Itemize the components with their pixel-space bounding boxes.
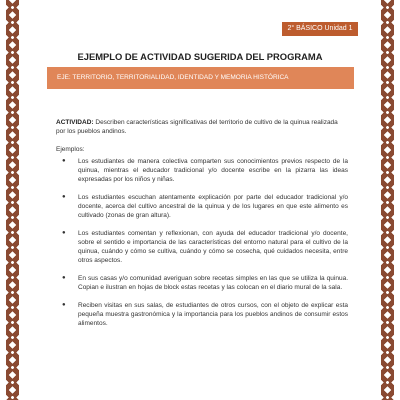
bullet-icon: ●: [62, 302, 66, 308]
activity-text: Describen características significativas del territorio de cultivo de la quinua realizada por los pueblos andinos.: [56, 119, 338, 135]
examples-label: Ejemplos:: [56, 146, 85, 153]
list-item-text: Los estudiantes comentan y reflexionan, con ayuda del educador tradicional y/o docente, sobre el sentido e importancia de las características del entorno natural para el cultivo de la quinua, cuándo y cómo se cultiva, cuándo y cómo se cosecha, qué cuidados necesita, entre otros aspectos.: [78, 230, 348, 264]
examples-list: [56, 157, 348, 328]
activity-paragraph: [56, 118, 348, 136]
list-item-text: Los estudiantes escuchan atentamente explicación por parte del educador tradicional y/o docente, acerca del cultivo ancestral de la quinua y de los lugares en que este alimento es cultivado (zonas de gran altura).: [78, 194, 348, 219]
bullet-icon: ●: [62, 194, 66, 200]
list-item: [56, 229, 348, 265]
document-body: [56, 118, 348, 337]
activity-label: ACTIVIDAD:: [56, 119, 94, 126]
page-title: EJEMPLO DE ACTIVIDAD SUGERIDA DEL PROGRAMA: [77, 51, 323, 62]
list-item-text: En sus casas y/o comunidad averiguan sobre recetas simples en las que se utiliza la quinua. Copian e ilustran en hojas de block estas recetas y las colocan en el diario mural de la sala.: [78, 275, 348, 291]
bullet-icon: ●: [62, 158, 66, 164]
bullet-icon: ●: [62, 275, 66, 281]
list-item: [56, 301, 348, 328]
list-item: [56, 274, 348, 292]
grade-unit-badge: 2° BÁSICO Unidad 1: [282, 22, 358, 36]
list-item: [56, 193, 348, 220]
list-item-text: Reciben visitas en sus salas, de estudiantes de otros cursos, con el objeto de explicar esta pequeña muestra gastronómica y la importancia para los pueblos andinos de consumir estos alimentos.: [78, 302, 348, 327]
axis-banner: EJE: TERRITORIO, TERRITORIALIDAD, IDENTIDAD Y MEMORIA HISTÓRICA: [47, 67, 354, 89]
list-item-text: Los estudiantes de manera colectiva comparten sus conocimientos previos respecto de la quinua, mientras el educador tradicional y/o docente escribe en la pizarra las ideas expresadas por los niños y niñas.: [78, 158, 348, 183]
bullet-icon: ●: [62, 230, 66, 236]
list-item: [56, 157, 348, 184]
